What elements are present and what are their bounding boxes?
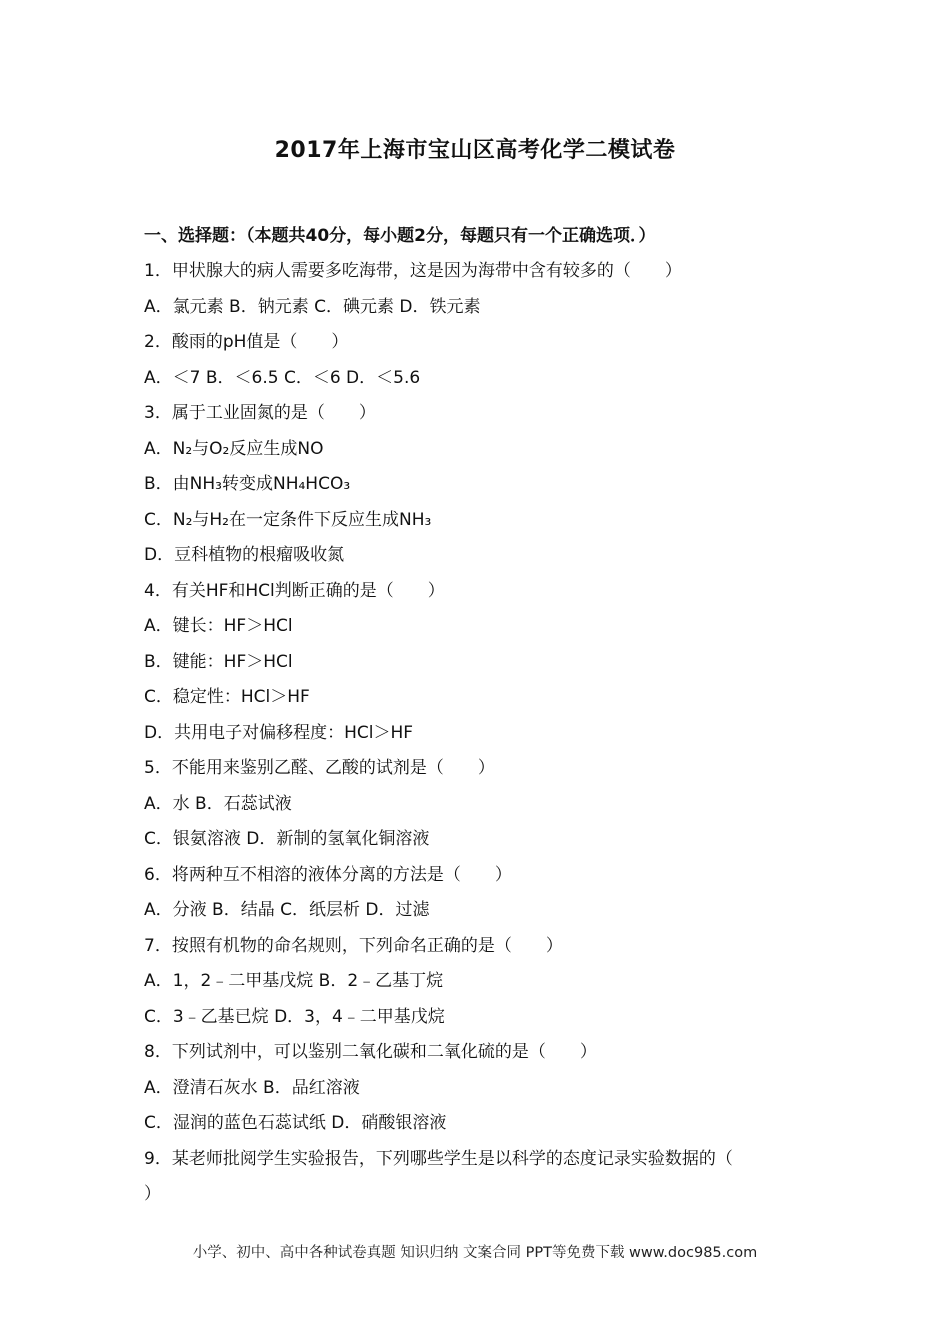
text-line: C．N₂与H₂在一定条件下反应生成NH₃	[144, 509, 432, 530]
text-line: 1．甲状腺大的病人需要多吃海带，这是因为海带中含有较多的（ ）	[144, 261, 682, 281]
page-title: 2017年上海市宝山区高考化学二模试卷	[274, 138, 676, 163]
text-line: 5．不能用来鉴别乙醛、乙酸的试剂是（ ）	[144, 758, 495, 778]
text-line: 6．将两种互不相溶的液体分离的方法是（ ）	[144, 864, 512, 885]
text-line: 8．下列试剂中，可以鉴别二氧化碳和二氧化硫的是（ ）	[144, 1042, 597, 1062]
text-line: A．N₂与O₂反应生成NO	[144, 438, 324, 459]
text-line: C．湿润的蓝色石蕊试纸 D．硝酸银溶液	[144, 1113, 447, 1133]
text-line: D．共用电子对偏移程度：HCl＞HF	[144, 722, 414, 743]
text-line: ）	[144, 1184, 161, 1204]
text-line: C．银氨溶液 D．新制的氢氧化铜溶液	[144, 829, 430, 849]
text-line: A．澄清石灰水 B．品红溶液	[144, 1077, 360, 1098]
text-line: 9．某老师批阅学生实验报告，下列哪些学生是以科学的态度记录实验数据的（	[144, 1148, 733, 1169]
text-line: 2．酸雨的pH值是（ ）	[144, 332, 349, 352]
text-line: B．键能：HF＞HCl	[144, 651, 293, 672]
text-line: A．氯元素 B．钠元素 C．碘元素 D．铁元素	[144, 296, 481, 317]
text-line: 7．按照有机物的命名规则，下列命名正确的是（ ）	[144, 935, 563, 956]
text-line: A．＜7 B．＜6.5 C．＜6 D．＜5.6	[144, 367, 421, 388]
text-line: A．1，2﹣二甲基戊烷 B．2﹣乙基丁烷	[144, 971, 444, 991]
question-list	[144, 254, 814, 1213]
text-line: C．稳定性：HCl＞HF	[144, 687, 310, 707]
section-heading: 一、选择题：（本题共40分，每小题2分，每题只有一个正确选项．）	[144, 226, 656, 246]
text-line: C．3﹣乙基已烷 D．3，4﹣二甲基戊烷	[144, 1006, 445, 1027]
text-line: 4．有关HF和HCl判断正确的是（ ）	[144, 580, 445, 601]
text-line: 3．属于工业固氮的是（ ）	[144, 403, 376, 423]
text-line: A．键长：HF＞HCl	[144, 616, 293, 636]
text-line: B．由NH₃转变成NH₄HCO₃	[144, 474, 351, 494]
text-line: A．水 B．石蕊试液	[144, 793, 292, 814]
text-line: A．分液 B．结晶 C．纸层析 D．过滤	[144, 900, 430, 920]
footer-text: 小学、初中、高中各种试卷真题 知识归纳 文案合同 PPT等免费下载 www.doc985.com	[192, 1245, 758, 1261]
text-line: D．豆科植物的根瘤吸收氮	[144, 545, 345, 565]
